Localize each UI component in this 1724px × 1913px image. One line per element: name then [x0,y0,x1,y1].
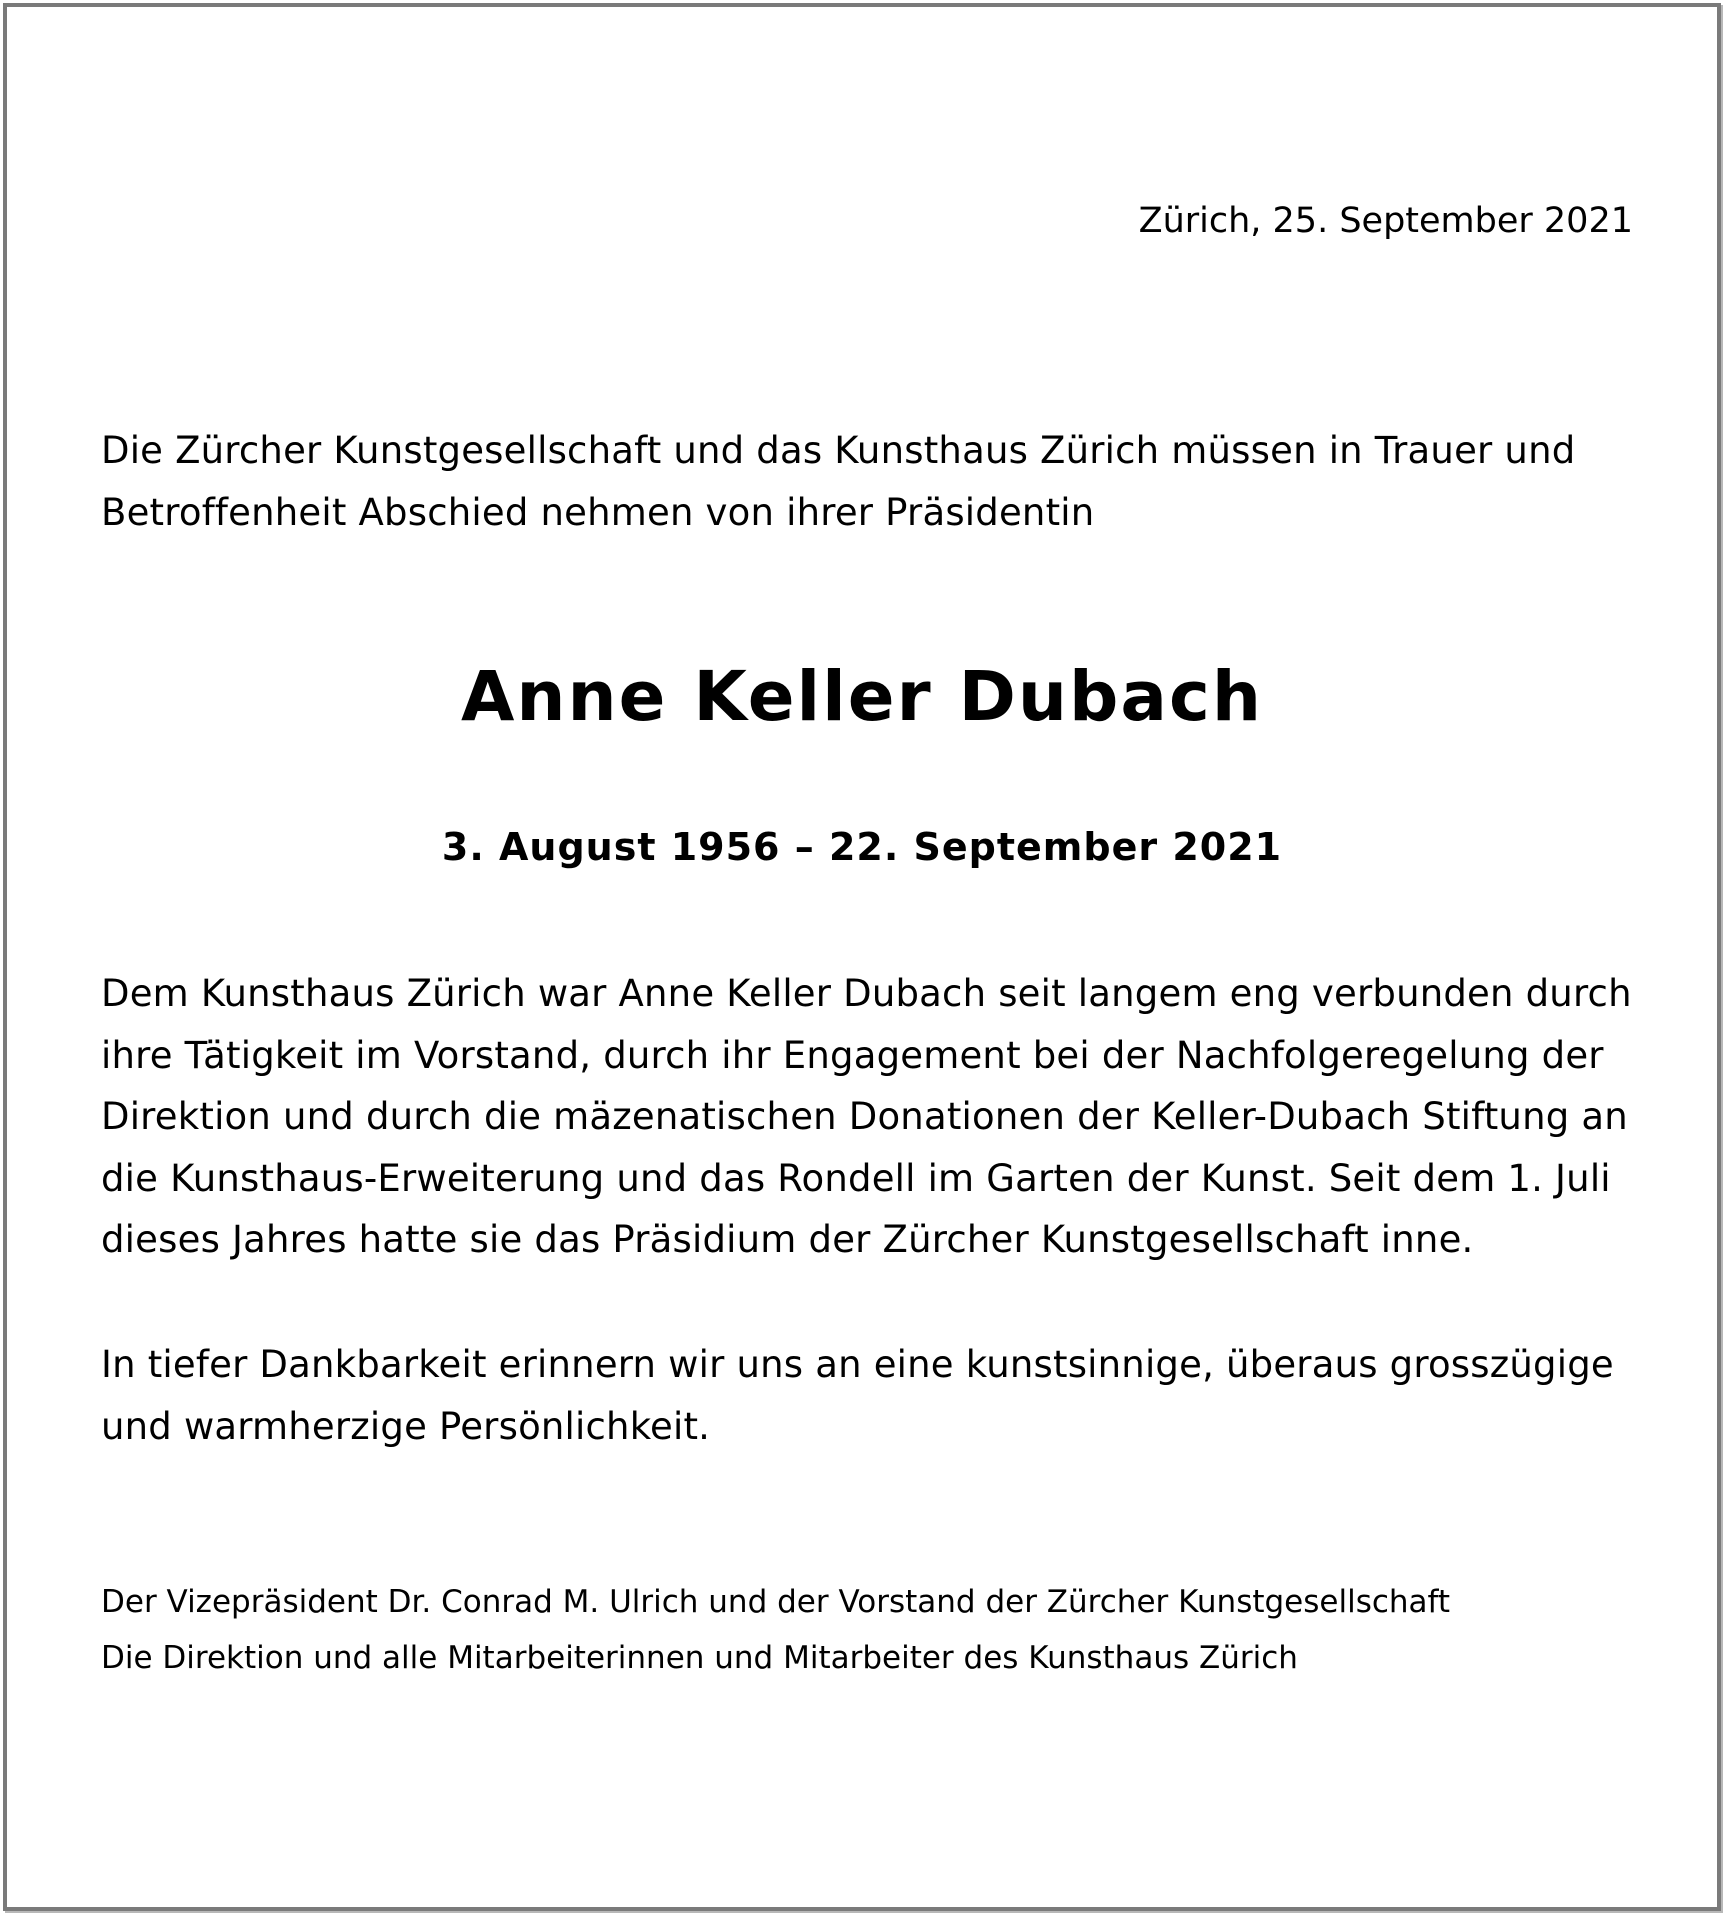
tribute-line: dieses Jahres hatte sie das Präsidium der Zürcher Kunstgesellschaft inne. [101,1218,1474,1261]
tribute-line: ihre Tätigkeit im Vorstand, durch ihr Engagement bei der Nachfolgeregelung der [101,1033,1604,1077]
date-line: Zürich, 25. September 2021 [1138,201,1633,241]
gratitude-line: und warmherzige Persönlichkeit. [101,1404,711,1448]
signature-block [101,1574,1450,1686]
signature-line: Der Vizepräsident Dr. Conrad M. Ulrich und der Vorstand der Zürcher Kunstgesellschaft [101,1584,1451,1620]
intro-line: Betroffenheit Abschied nehmen von ihrer Präsidentin [101,490,1095,534]
tribute-paragraph [101,963,1632,1271]
tribute-line: Direktion und durch die mäzenatischen Donationen der Keller-Dubach Stiftung an [101,1095,1628,1138]
signature-line: Die Direktion und alle Mitarbeiterinnen und Mitarbeiter des Kunsthaus Zürich [101,1640,1298,1676]
intro-line: Die Zürcher Kunstgesellschaft und das Kunsthaus Zürich müssen in Trauer und [101,429,1576,472]
tribute-line: Dem Kunsthaus Zürich war Anne Keller Dubach seit langem eng verbunden durch [101,972,1632,1015]
notice-frame [3,3,1721,1911]
intro-paragraph [101,420,1575,543]
deceased-name: Anne Keller Dubach [460,657,1264,737]
gratitude-paragraph [101,1334,1614,1457]
tribute-line: die Kunsthaus-Erweiterung und das Rondell im Garten der Kunst. Seit dem 1. Juli [101,1156,1611,1200]
life-dates: 3. August 1956 – 22. September 2021 [441,825,1283,869]
gratitude-line: In tiefer Dankbarkeit erinnern wir uns an eine kunstsinnige, überaus grosszügige [101,1343,1614,1386]
